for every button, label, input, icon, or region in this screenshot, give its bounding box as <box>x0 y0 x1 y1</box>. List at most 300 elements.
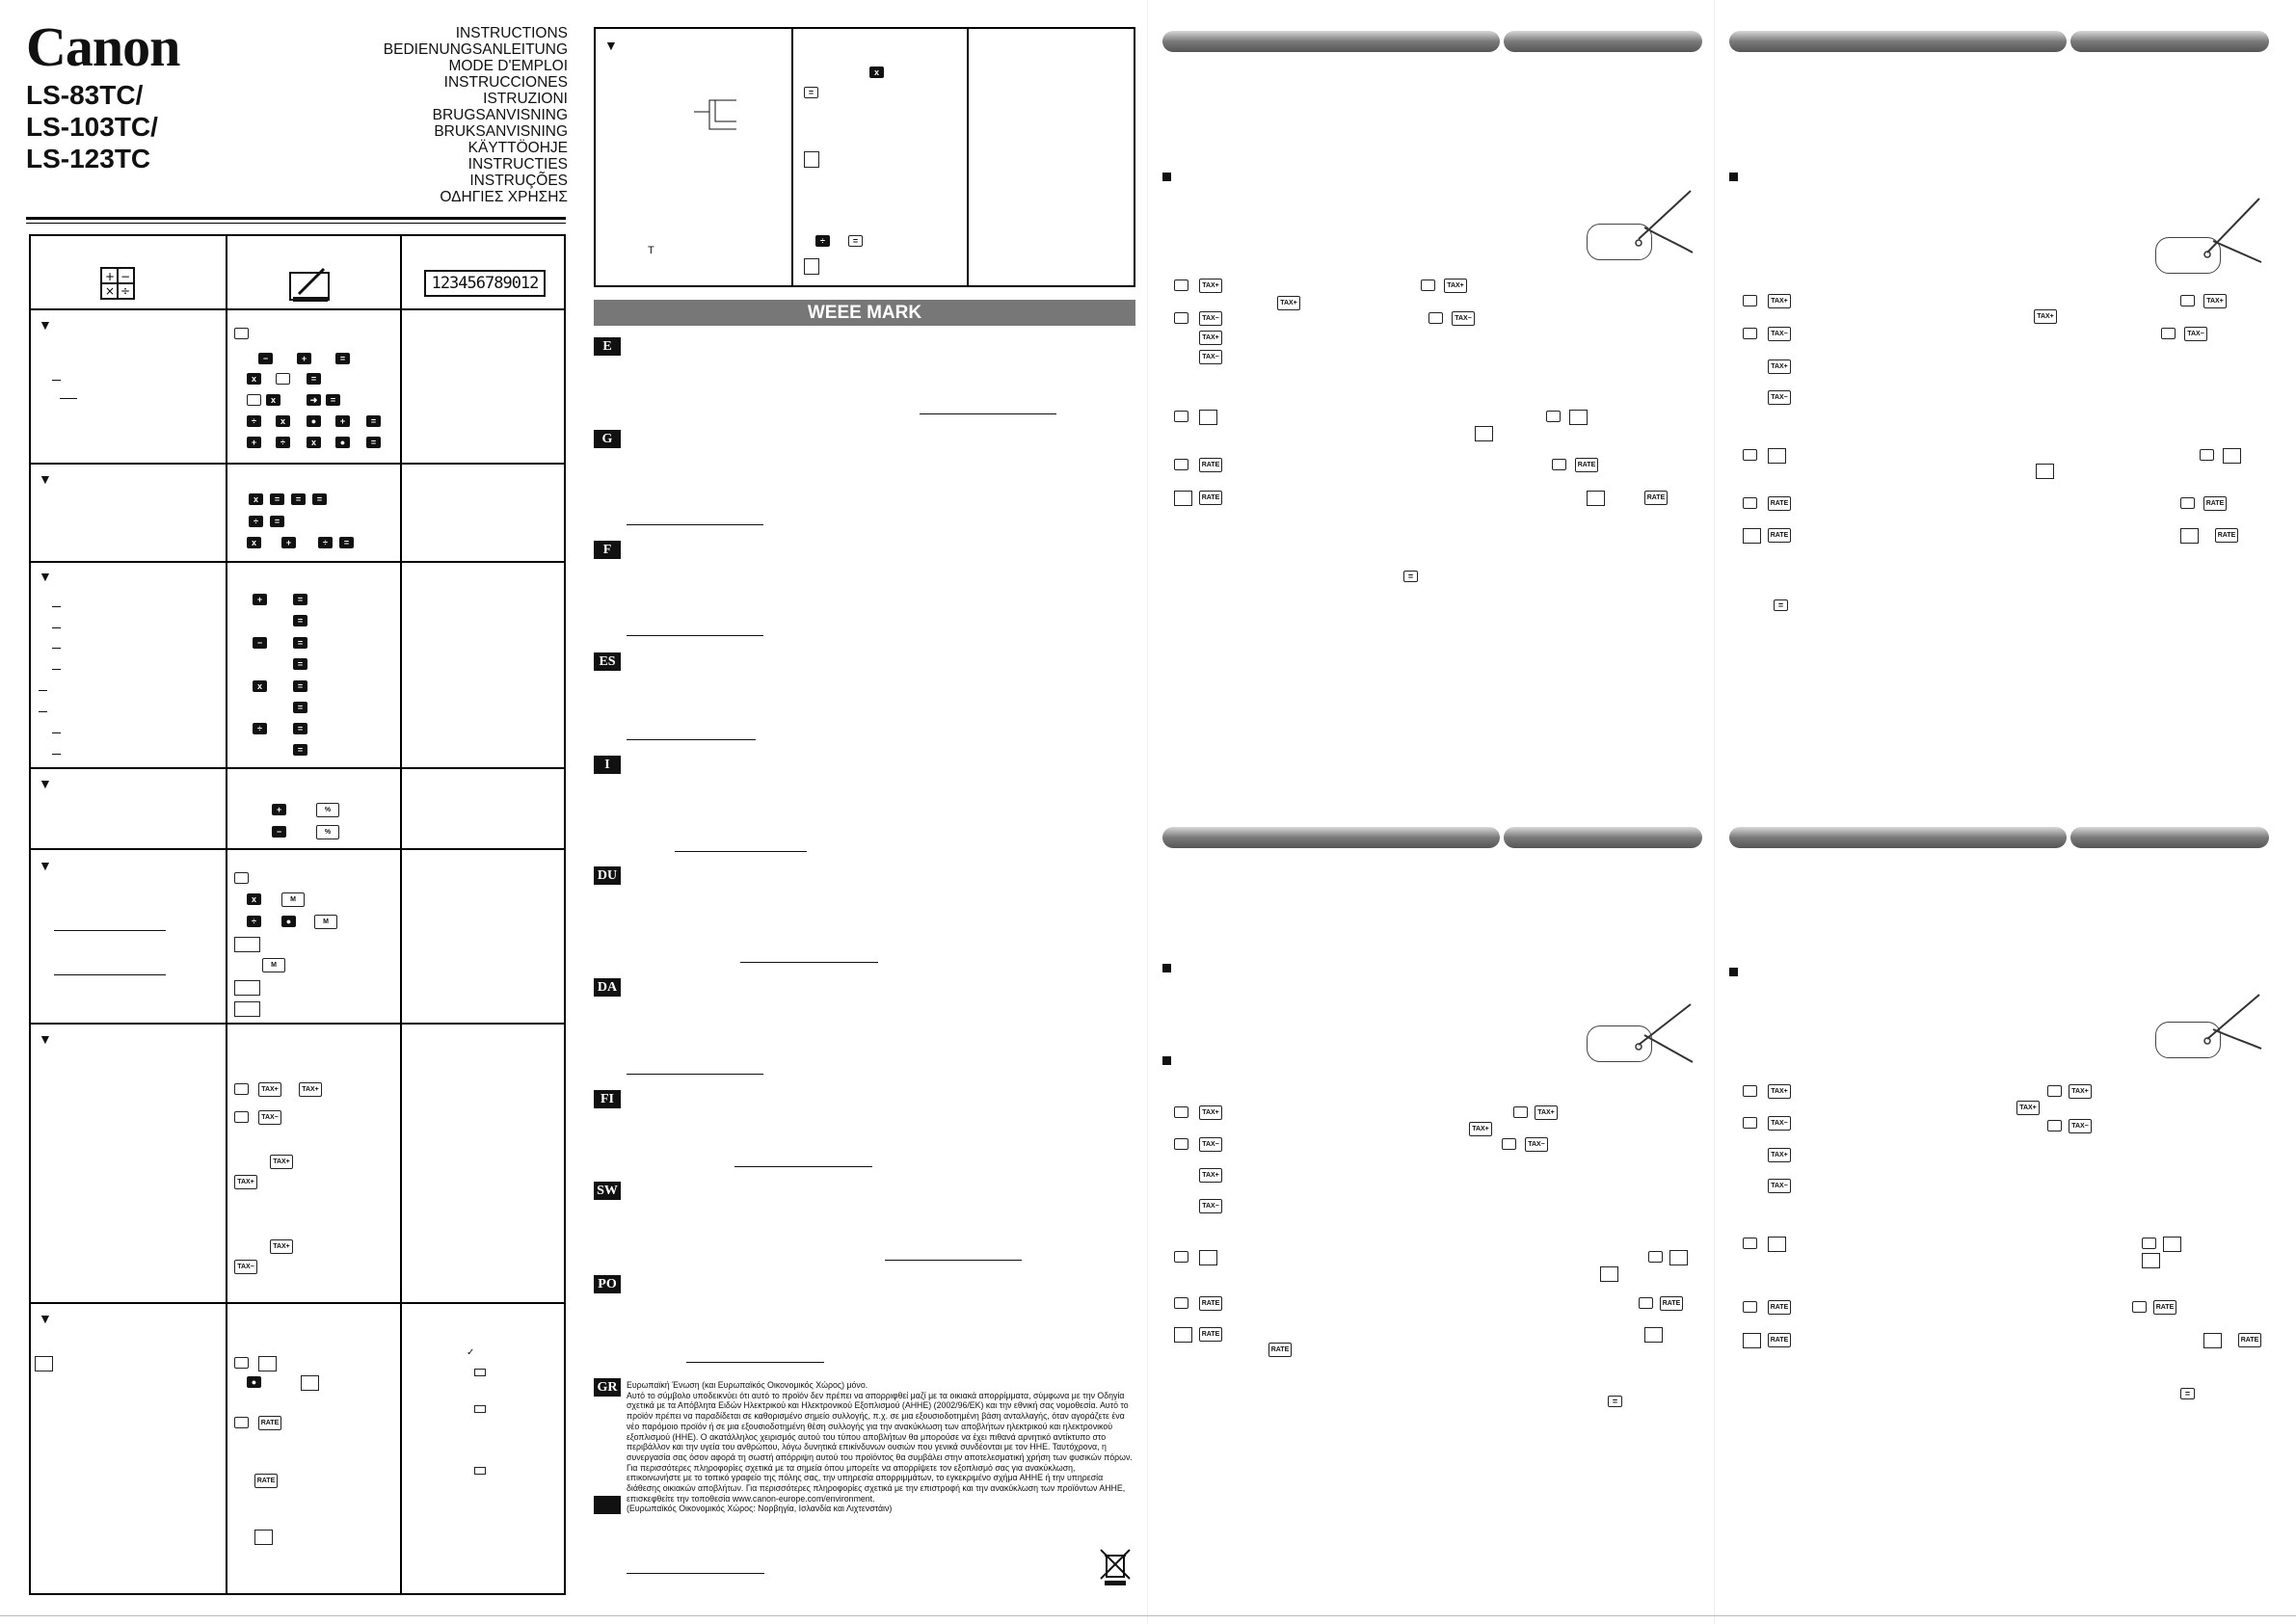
equals-key-icon: = <box>293 723 307 734</box>
tax-minus-key-icon: TAX− <box>234 1260 257 1274</box>
model-name-2: LS-103TC/ <box>26 112 158 142</box>
tax-plus-key-icon: TAX+ <box>1444 279 1467 293</box>
memory-plus-key-icon: M <box>262 958 285 972</box>
gr-line: Ευρωπαϊκή Ένωση (και Ευρωπαϊκός Οικονομικός Χώρος) μόνο. <box>627 1380 868 1390</box>
instructions-language-list <box>317 25 568 205</box>
clear-key-icon <box>1743 1301 1757 1313</box>
times-key-icon: x <box>276 415 290 427</box>
clear-key-icon <box>1174 1251 1188 1263</box>
tax-rate-key-icon <box>1768 448 1786 464</box>
row-marker: ▼ <box>39 1311 52 1326</box>
pen-reset-illustration <box>1585 189 1696 266</box>
tax-rate-key-icon <box>258 1356 277 1371</box>
bullet-icon <box>1162 1056 1171 1065</box>
tax-rate-key-icon <box>254 1530 273 1545</box>
section-banner <box>1729 827 2067 848</box>
lock-icon <box>474 1467 486 1475</box>
text-underline <box>54 974 166 975</box>
tax-plus-key-icon: TAX+ <box>1199 1105 1222 1120</box>
tax-minus-key-icon: TAX− <box>258 1110 281 1125</box>
row-marker: ▼ <box>39 317 52 333</box>
tax-minus-key-icon: TAX− <box>1768 390 1791 405</box>
instructions-it: ISTRUZIONI <box>483 91 568 107</box>
page-gutter <box>1147 0 1148 1624</box>
section-banner <box>1162 827 1500 848</box>
clear-key-icon <box>1174 1297 1188 1309</box>
page-bottom-edge <box>0 1615 2296 1616</box>
tax-plus-key-icon: TAX+ <box>270 1155 293 1169</box>
link-underline <box>627 739 756 740</box>
tax-rate-key-icon <box>1600 1266 1618 1282</box>
plus-key-icon: + <box>253 594 267 605</box>
clear-key-icon <box>234 1111 249 1123</box>
pen-writing-icon <box>289 265 334 304</box>
equals-key-icon: = <box>293 658 307 670</box>
divide-key-icon: ÷ <box>318 537 333 548</box>
section-banner <box>1162 31 1500 52</box>
tax-rate-key-icon <box>1475 426 1493 441</box>
equals-key-icon: = <box>335 353 350 364</box>
table-row-line <box>29 1023 566 1025</box>
display-icon: 123456789012 <box>424 270 546 297</box>
link-underline <box>740 962 878 963</box>
operation-table <box>29 234 566 1595</box>
gr-line: επικοινωνήστε με το τοπικό γραφείο της πόλης σας, την υπηρεσία απορριμμάτων, το εγκεκριμένο σχήμα ΑΗΗΕ ή την υπηρεσία <box>627 1473 1104 1483</box>
tax-rate-key-icon <box>1199 1250 1217 1265</box>
rate-key-icon: RATE <box>2238 1333 2261 1347</box>
tax-plus-key-icon: TAX+ <box>1469 1122 1492 1136</box>
rate-key-icon: RATE <box>1199 1327 1222 1342</box>
tax-minus-key-icon: TAX− <box>1199 350 1222 364</box>
point-key-icon: ● <box>281 916 296 927</box>
clear-key-icon <box>1743 295 1757 306</box>
table-row-line <box>29 561 566 563</box>
instructions-po: INSTRUÇÕES <box>469 173 568 189</box>
text-dash <box>52 669 61 670</box>
percent-key-icon: % <box>316 825 339 839</box>
link-underline <box>627 635 763 636</box>
svg-text:÷: ÷ <box>120 284 131 298</box>
clear-key-icon <box>234 1417 249 1428</box>
bullet-icon <box>1162 964 1171 972</box>
clear-key-icon <box>1639 1297 1653 1309</box>
tax-minus-key-icon: TAX− <box>2184 327 2207 341</box>
equals-key-icon: = <box>307 373 321 385</box>
table-row-line <box>29 848 566 850</box>
weee-mark-heading: WEEE MARK <box>594 300 1135 326</box>
section-banner <box>2070 827 2269 848</box>
text-dash <box>52 754 61 755</box>
equals-key-icon: = <box>2180 1388 2195 1399</box>
lang-label-blank <box>594 1496 621 1514</box>
tax-plus-key-icon: TAX+ <box>234 1175 257 1189</box>
times-key-icon: x <box>247 373 261 385</box>
lang-label-f: F <box>594 541 621 559</box>
instructions-sw: BRUKSANVISNING <box>434 123 568 140</box>
gr-line: Αυτό το σύμβολο υποδεικνύει ότι αυτό το προϊόν δεν πρέπει να απορριφθεί μαζί με τα οικιακά απορρίμματα, σύμφωνα με την Οδηγία <box>627 1390 1125 1400</box>
rate-key-icon: RATE <box>2203 496 2227 511</box>
rate-key-icon: RATE <box>1268 1343 1292 1357</box>
point-key-icon: ● <box>335 437 350 448</box>
times-key-icon: x <box>266 394 280 406</box>
equals-key-icon: = <box>270 516 284 527</box>
gr-line: επισκεφθείτε την τοποθεσία www.canon-europe.com/environment. <box>627 1493 875 1504</box>
link-underline <box>627 524 763 525</box>
clear-key-icon <box>1648 1251 1663 1263</box>
link-underline <box>686 1362 824 1363</box>
clear-key-icon <box>1174 1138 1188 1150</box>
tax-minus-key-icon: TAX− <box>2069 1119 2092 1133</box>
clear-key-icon <box>1743 1117 1757 1129</box>
equals-key-icon: = <box>312 493 327 505</box>
rate-key-icon: RATE <box>1575 458 1598 472</box>
clear-key-icon <box>276 373 290 385</box>
plus-key-icon: + <box>247 437 261 448</box>
times-key-icon: x <box>253 680 267 692</box>
minus-key-icon: − <box>253 637 267 649</box>
lock-icon <box>474 1405 486 1413</box>
tax-minus-key-icon: TAX− <box>1199 311 1222 326</box>
pen-reset-illustration <box>2153 195 2265 272</box>
text-dash <box>52 627 61 628</box>
minus-key-icon: − <box>258 353 273 364</box>
times-key-icon: x <box>247 893 261 905</box>
tax-plus-key-icon: TAX+ <box>1199 279 1222 293</box>
tax-plus-key-icon: TAX+ <box>2016 1101 2040 1115</box>
clear-key-icon <box>1513 1106 1528 1118</box>
rate-key-icon: RATE <box>1199 458 1222 472</box>
link-underline <box>675 851 807 852</box>
clear-key-icon <box>1552 459 1566 470</box>
text-dash <box>52 380 61 381</box>
point-key-icon: ● <box>247 1376 261 1388</box>
instructions-en: INSTRUCTIONS <box>455 25 568 41</box>
calculator-keys-icon <box>100 267 135 300</box>
canon-logo: Canon <box>26 15 180 78</box>
divide-key-icon: ÷ <box>253 723 267 734</box>
clear-key-icon <box>1174 459 1188 470</box>
rate-key-icon: RATE <box>258 1416 281 1430</box>
lang-label-da: DA <box>594 978 621 997</box>
divide-key-icon: ÷ <box>815 235 830 247</box>
text-dash <box>39 711 47 712</box>
tax-plus-key-icon: TAX+ <box>1199 331 1222 345</box>
section-banner <box>1504 827 1702 848</box>
equals-key-icon: = <box>293 615 307 626</box>
rate-key-icon: RATE <box>1660 1296 1683 1311</box>
rate-key-icon: RATE <box>1768 496 1791 511</box>
equals-key-icon: = <box>293 680 307 692</box>
text-dash <box>39 690 47 691</box>
bullet-icon <box>1729 173 1738 181</box>
model-name-1: LS-83TC/ <box>26 80 144 110</box>
clear-key-icon <box>1743 449 1757 461</box>
tax-rate-key-icon <box>2203 1333 2222 1348</box>
example-divider <box>791 27 793 287</box>
divide-key-icon: ÷ <box>249 516 263 527</box>
gr-line: συνεργασία σας όσον αφορά τη σωστή απόρριψη αυτού του προϊόντος θα συμβάλει στην αποτελεσματική χρήση των φυσικών πόρων. <box>627 1451 1133 1462</box>
tax-plus-key-icon: TAX+ <box>270 1239 293 1254</box>
minus-key-icon: − <box>272 826 286 838</box>
tax-rate-key-icon <box>2180 528 2199 544</box>
clear-key-icon <box>804 258 819 275</box>
tax-plus-key-icon: TAX+ <box>2203 294 2227 308</box>
plus-key-icon: + <box>335 415 350 427</box>
times-key-icon: x <box>247 537 261 548</box>
example-box <box>594 27 1135 287</box>
link-underline <box>885 1260 1022 1261</box>
tax-rate-key-icon <box>35 1356 53 1371</box>
memory-clear-key-icon <box>234 1001 260 1017</box>
tax-minus-key-icon: TAX− <box>1768 1179 1791 1193</box>
clear-key-icon <box>234 328 249 339</box>
equals-key-icon: = <box>326 394 340 406</box>
table-row-line <box>29 767 566 769</box>
bullet-icon <box>1729 968 1738 976</box>
tax-plus-key-icon: TAX+ <box>1768 1084 1791 1099</box>
tax-minus-key-icon: TAX− <box>1525 1137 1548 1152</box>
tax-minus-key-icon: TAX− <box>1199 1137 1222 1152</box>
link-underline <box>734 1166 872 1167</box>
instructions-du: INSTRUCTIES <box>467 156 568 173</box>
tax-rate-key-icon <box>1569 410 1588 425</box>
tax-rate-key-icon <box>1644 1327 1663 1343</box>
clear-key-icon <box>804 151 819 168</box>
row-marker: ▼ <box>39 1031 52 1047</box>
equals-key-icon: = <box>1403 571 1418 582</box>
tax-rate-key-icon <box>2142 1253 2160 1268</box>
example-divider <box>967 27 969 287</box>
clear-key-icon <box>1174 280 1188 291</box>
row-marker: ▼ <box>39 858 52 873</box>
clear-key-icon <box>1428 312 1443 324</box>
equals-key-icon: = <box>293 702 307 713</box>
text-dash <box>52 648 61 649</box>
clear-key-icon <box>1743 1085 1757 1097</box>
equals-key-icon: = <box>848 235 863 247</box>
pen-reset-illustration <box>2153 993 2265 1070</box>
section-banner <box>1729 31 2067 52</box>
tax-plus-key-icon: TAX+ <box>1768 294 1791 308</box>
equals-key-icon: = <box>804 87 818 98</box>
row-marker: ▼ <box>39 569 52 584</box>
percent-key-icon: % <box>316 803 339 817</box>
equals-key-icon: = <box>270 493 284 505</box>
section-banner <box>1504 31 1702 52</box>
tax-rate-key-icon <box>301 1375 319 1391</box>
backspace-key-icon <box>247 394 261 406</box>
memory-minus-key-icon: M <box>314 915 337 929</box>
clear-key-icon <box>2047 1085 2062 1097</box>
table-row-line <box>29 1302 566 1304</box>
equals-key-icon: = <box>293 744 307 756</box>
tax-plus-key-icon: TAX+ <box>1768 1148 1791 1162</box>
svg-text:−: − <box>120 270 131 283</box>
tax-rate-key-icon <box>2223 448 2241 464</box>
row-marker: ▼ <box>39 776 52 791</box>
tax-rate-key-icon <box>2036 464 2054 479</box>
check-mark-icon: ✓ <box>467 1347 475 1358</box>
clear-key-icon <box>234 1357 249 1369</box>
times-key-icon: x <box>869 67 884 78</box>
arrow-key-icon: ➜ <box>307 394 321 406</box>
clear-key-icon <box>1502 1138 1516 1150</box>
tax-rate-key-icon <box>2163 1237 2181 1252</box>
rate-key-icon: RATE <box>1768 528 1791 543</box>
text-dash <box>52 606 61 607</box>
tax-plus-key-icon: TAX+ <box>1535 1105 1558 1120</box>
tax-plus-key-icon: TAX+ <box>2069 1084 2092 1099</box>
divide-key-icon: ÷ <box>247 916 261 927</box>
svg-text:+: + <box>105 270 116 283</box>
equals-key-icon: = <box>291 493 306 505</box>
equals-key-icon: = <box>293 594 307 605</box>
gr-line: σχετικά με τα Απόβλητα Ειδών Ηλεκτρικού και Ηλεκτρονικού Εξοπλισμού (ΑΗΗΕ) (2002/96/ΕΚ) και την εθνική σας νομοθεσία. Αυτό το <box>627 1400 1129 1411</box>
lock-icon <box>474 1369 486 1376</box>
instructions-gr: ΟΔΗΓΙΕΣ ΧΡΗΣΗΣ <box>440 189 568 205</box>
memory-plus-key-icon: M <box>281 892 305 907</box>
point-key-icon: ● <box>307 415 321 427</box>
weee-greek-text <box>627 1380 1135 1514</box>
equals-key-icon: = <box>366 437 381 448</box>
clear-key-icon <box>1174 411 1188 422</box>
tee-mark: T <box>648 245 654 256</box>
clear-key-icon <box>2132 1301 2147 1313</box>
tax-rate-key-icon <box>1174 1327 1192 1343</box>
pen-reset-illustration <box>1585 1000 1696 1078</box>
instructions-fi: KÄYTTÖOHJE <box>467 140 568 156</box>
section-banner <box>2070 31 2269 52</box>
link-underline <box>627 1573 764 1574</box>
clear-key-icon <box>2200 449 2214 461</box>
rate-key-icon: RATE <box>1768 1333 1791 1347</box>
divide-key-icon: ÷ <box>276 437 290 448</box>
text-underline <box>54 930 166 931</box>
gr-line: εξοπλισμού (ΗΗΕ). Ο ακατάλληλος χειρισμός αυτού του τύπου αποβλήτων θα μπορούσε να έχει πιθανά αρνητικό αντίκτυπο στο <box>627 1431 1107 1442</box>
gr-line: (Ευρωπαϊκός Οικονομικός Χώρος: Νορβηγία, Ισλανδία και Λιχτενστάιν) <box>627 1504 893 1514</box>
tax-plus-key-icon: TAX+ <box>1277 296 1300 310</box>
double-rule-bottom <box>26 223 566 224</box>
lang-label-po: PO <box>594 1275 621 1293</box>
tax-rate-key-icon <box>1743 1333 1761 1348</box>
table-row-line <box>29 308 566 310</box>
tax-minus-key-icon: TAX− <box>1452 311 1475 326</box>
tax-minus-key-icon: TAX− <box>1199 1199 1222 1213</box>
clear-key-icon <box>234 872 249 884</box>
tax-plus-key-icon: TAX+ <box>2034 309 2057 324</box>
lang-label-g: G <box>594 430 621 448</box>
clear-key-icon <box>1174 1106 1188 1118</box>
times-key-icon: x <box>307 437 321 448</box>
equals-key-icon: = <box>293 637 307 649</box>
clear-key-icon <box>2161 328 2176 339</box>
instructions-da: BRUGSANVISNING <box>432 107 568 123</box>
equals-key-icon: = <box>339 537 354 548</box>
memory-recall-key-icon <box>234 980 260 996</box>
lang-label-e: E <box>594 337 621 356</box>
lang-label-fi: FI <box>594 1090 621 1108</box>
clear-key-icon <box>1174 312 1188 324</box>
tax-plus-key-icon: TAX+ <box>1199 1168 1222 1183</box>
tax-plus-key-icon: TAX+ <box>299 1082 322 1097</box>
tax-rate-key-icon <box>1199 410 1217 425</box>
bullet-icon <box>1162 173 1171 181</box>
tax-minus-key-icon: TAX− <box>1768 327 1791 341</box>
clear-key-icon <box>1546 411 1561 422</box>
double-rule-top <box>26 217 566 220</box>
tax-rate-key-icon <box>1669 1250 1688 1265</box>
gr-line: διάθεσης οικιακών αποβλήτων. Για περισσότερες πληροφορίες σχετικά με την επιστροφή και την ανακύκλωση των προϊόντων ΑΗΗΕ, <box>627 1483 1126 1494</box>
text-dash <box>60 398 77 399</box>
clear-key-icon <box>2047 1120 2062 1131</box>
link-underline <box>920 413 1056 414</box>
instructions-fr: MODE D'EMPLOI <box>448 58 568 74</box>
link-underline <box>627 1074 763 1075</box>
tax-plus-key-icon: TAX+ <box>1768 359 1791 374</box>
gr-line: προϊόν πρέπει να παραδίδεται σε καθορισμένο σημείο συλλογής, π.χ. σε μια εξουσιοδοτημένη βάση ανταλλαγής, όταν αγοράζετε ένα <box>627 1411 1125 1422</box>
instructions-es: INSTRUCCIONES <box>443 74 568 91</box>
lang-label-i: I <box>594 756 621 774</box>
text-dash <box>52 732 61 733</box>
table-row-line <box>29 463 566 465</box>
row-marker: ▼ <box>604 38 618 53</box>
lang-label-es: ES <box>594 652 621 671</box>
gr-line: περιβάλλον και την υγεία του ανθρώπου, λόγω δυνητικά επικίνδυνων ουσιών που γενικά συνδέονται με τον ΗΗΕ. Ταυτόχρονα, η <box>627 1442 1107 1452</box>
tax-minus-key-icon: TAX− <box>1768 1116 1791 1131</box>
plus-key-icon: + <box>297 353 311 364</box>
tax-rate-key-icon <box>1174 491 1192 506</box>
clear-key-icon <box>1743 497 1757 509</box>
clear-key-icon <box>2180 497 2195 509</box>
equals-key-icon: = <box>1774 599 1788 611</box>
instructions-de: BEDIENUNGSANLEITUNG <box>383 41 568 58</box>
tax-plus-key-icon: TAX+ <box>258 1082 281 1097</box>
equals-key-icon: = <box>366 415 381 427</box>
clear-key-icon <box>1743 1238 1757 1249</box>
plus-key-icon: + <box>281 537 296 548</box>
tax-rate-key-icon <box>1743 528 1761 544</box>
svg-text:×: × <box>105 284 116 298</box>
clear-key-icon <box>1743 328 1757 339</box>
row-marker: ▼ <box>39 471 52 487</box>
rate-key-icon: RATE <box>2153 1300 2176 1315</box>
model-name-3: LS-123TC <box>26 144 151 173</box>
clear-key-icon <box>234 1083 249 1095</box>
rate-key-icon: RATE <box>1199 491 1222 505</box>
table-divider-1 <box>226 234 227 1595</box>
rate-key-icon: RATE <box>2215 528 2238 543</box>
rate-key-icon: RATE <box>1768 1300 1791 1315</box>
gr-line: Για περισσότερες πληροφορίες σχετικά με τα σημεία όπου μπορείτε να απορρίψετε τον εξοπλισμό σας για ανακύκλωση, <box>627 1462 1076 1473</box>
times-key-icon: x <box>249 493 263 505</box>
rate-key-icon: RATE <box>254 1474 278 1488</box>
crossed-bin-icon <box>1099 1548 1132 1586</box>
lang-label-du: DU <box>594 866 621 885</box>
clear-key-icon <box>2142 1238 2156 1249</box>
lang-label-gr: GR <box>594 1378 621 1397</box>
bracket-diagram <box>694 98 740 133</box>
divide-key-icon: ÷ <box>247 415 261 427</box>
tax-rate-key-icon <box>1768 1237 1786 1252</box>
plus-key-icon: + <box>272 804 286 815</box>
equals-key-icon: = <box>1608 1396 1622 1407</box>
page-gutter <box>1714 0 1715 1624</box>
clear-key-icon <box>1421 280 1435 291</box>
rate-key-icon: RATE <box>1199 1296 1222 1311</box>
lang-label-sw: SW <box>594 1182 621 1200</box>
memory-recall-key-icon <box>234 937 260 952</box>
clear-key-icon <box>2180 295 2195 306</box>
